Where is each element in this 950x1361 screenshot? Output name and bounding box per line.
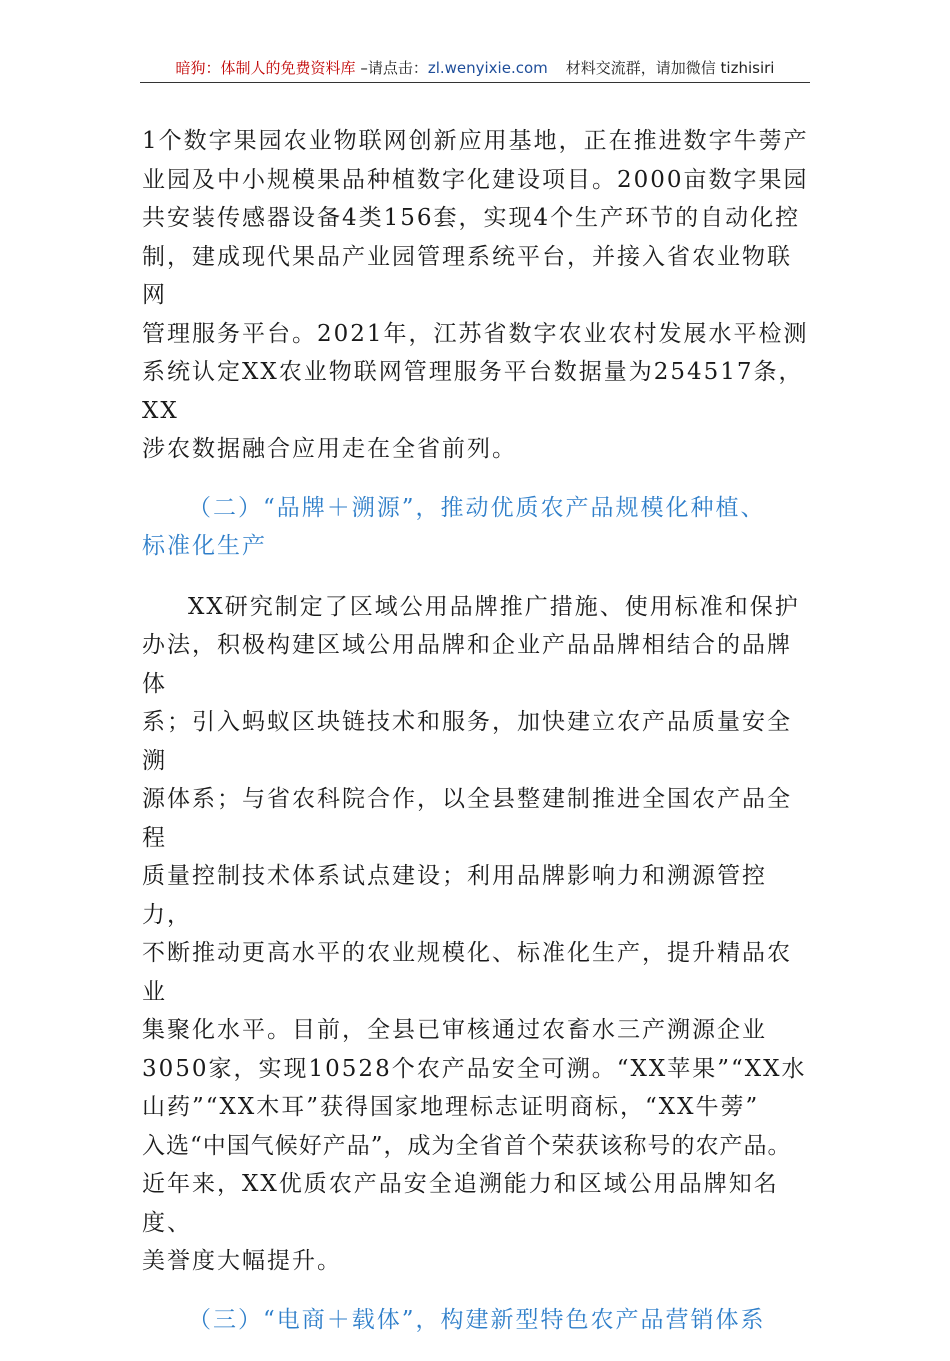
text-line: 集聚化水平。目前，全县已审核通过农畜水三产溯源企业 [142,1017,767,1043]
text-line: 1个数字果园农业物联网创新应用基地，正在推进数字牛蒡产 [142,128,809,154]
text-line: 涉农数据融合应用走在全省前列。 [142,436,517,462]
header-link-prefix: –请点击： [355,59,428,77]
heading-line: （二）“品牌＋溯源”，推动优质农产品规模化种植、 [188,494,766,521]
paragraph-2 [142,588,810,1281]
text-line: 近年来，XX优质农产品安全追溯能力和区域公用品牌知名度、 [142,1171,779,1236]
document-body [142,122,810,1361]
text-line: 源体系；与省农科院合作，以全县整建制推进全国农产品全程 [142,786,792,851]
page-header [140,58,810,83]
heading-line: 标准化生产 [142,533,267,559]
text-line: 入选“中国气候好产品”，成为全省首个荣获该称号的农产品。 [142,1132,792,1159]
text-line: 山药”“XX木耳”获得国家地理标志证明商标，“XX牛蒡” [142,1094,760,1120]
text-line: 系；引入蚂蚁区块链技术和服务，加快建立农产品质量安全溯 [142,709,792,774]
text-line: 管理服务平台。2021年，江苏省数字农业农村发展水平检测 [142,320,809,347]
text-line: 美誉度大幅提升。 [142,1248,342,1274]
text-line: 不断推动更高水平的农业规模化、标准化生产，提升精品农业 [142,940,792,1005]
text-line: 制，建成现代果品产业园管理系统平台，并接入省农业物联网 [142,243,792,308]
text-line: 质量控制技术体系试点建设；利用品牌影响力和溯源管控力， [142,863,767,928]
text-line: 业园及中小规模果品种植数字化建设项目。2000亩数字果园 [142,166,809,193]
header-link[interactable]: zl.wenyixie.com [427,59,548,77]
section-heading-2 [142,489,810,566]
header-site-name: 暗狗：体制人的免费资料库 [175,59,356,77]
section-heading-3 [142,1301,810,1340]
header-wechat-note: 材料交流群，请加微信 tizhisiri [565,59,775,77]
text-line: XX研究制定了区域公用品牌推广措施、使用标准和保护 [188,593,800,620]
paragraph-1 [142,122,810,469]
text-line: 共安装传感器设备4类156套，实现4个生产环节的自动化控 [142,205,801,231]
text-line: 3050家，实现10528个农产品安全可溯。“XX苹果”“XX水 [142,1055,807,1082]
text-line: 系统认定XX农业物联网管理服务平台数据量为254517条，XX [142,359,804,424]
text-line: 办法，积极构建区域公用品牌和企业产品品牌相结合的品牌体 [142,632,792,697]
heading-line: （三）“电商＋载体”，构建新型特色农产品营销体系 [188,1306,766,1333]
